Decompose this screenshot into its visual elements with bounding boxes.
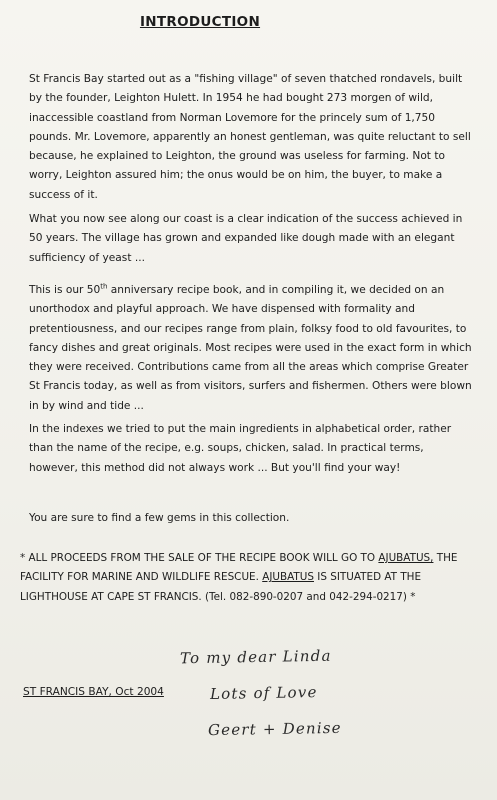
notice-part1: * ALL PROCEEDS FROM THE SALE OF THE RECIPE BOOK WILL GO TO: [20, 552, 379, 564]
paragraph-gems: You are sure to find a few gems in this collection.: [29, 512, 290, 524]
place-date-signoff: ST FRANCIS BAY, Oct 2004: [23, 686, 164, 698]
notice-part2: THE FACILITY FOR MARINE AND WILDLIFE RESCUE.: [20, 552, 458, 584]
anniversary-text-start: This is our 50: [29, 284, 101, 296]
proceeds-notice: [20, 549, 480, 607]
ajubatus-name-1: AJUBATUS,: [378, 552, 434, 564]
ajubatus-name-2: AJUBATUS: [262, 571, 314, 584]
anniversary-text-rest: anniversary recipe book, and in compiling it, we decided on an unorthodox and playful approach. We have dispensed with formality and pretentiousness, and our recipes range from plain, folksy food to old favourites, to fancy dishes and great originals. Most recipes were used in the exact form in which they were received. Contributions came from all the areas which comprise Greater St Francis today, as well as from visitors, surfers and fishermen. Others were blown in by wind and tide ...: [29, 284, 472, 412]
paragraph-anniversary: [29, 281, 474, 416]
paragraph-indexes: In the indexes we tried to put the main ingredients in alphabetical order, rather than the name of the recipe, e.g. soups, chicken, salad. In practical terms, however, this method did not always work ... But you'll find your way!: [29, 423, 452, 474]
paragraph-success: What you now see along our coast is a clear indication of the success achieved in 50 years. The village has grown and expanded like dough made with an elegant sufficiency of yeast ...: [29, 213, 463, 264]
paragraph-history: St Francis Bay started out as a "fishing village" of seven thatched rondavels, built by the founder, Leighton Hulett. In 1954 he had bought 273 morgen of wild, inaccessible coastland from Norman Lovemore for the princely sum of 1,750 pounds. Mr. Lovemore, apparently an honest gentleman, was quite reluctant to sell because, he explained to Leighton, the ground was useless for farming. Not to worry, Leighton assured him; the onus would be on him, the buyer, to make a success of it.: [29, 73, 471, 201]
page-title: INTRODUCTION: [139, 14, 261, 30]
notice-part3: IS SITUATED AT THE LIGHTHOUSE AT CAPE ST FRANCIS. (Tel. 082-890-0207 and 042-294-0217) *: [20, 571, 422, 603]
handwritten-signature: Geert + Denise: [207, 718, 342, 740]
ordinal-suffix: th: [100, 282, 108, 291]
handwritten-greeting: Lots of Love: [209, 683, 318, 703]
handwritten-dedication: To my dear Linda: [179, 646, 332, 668]
